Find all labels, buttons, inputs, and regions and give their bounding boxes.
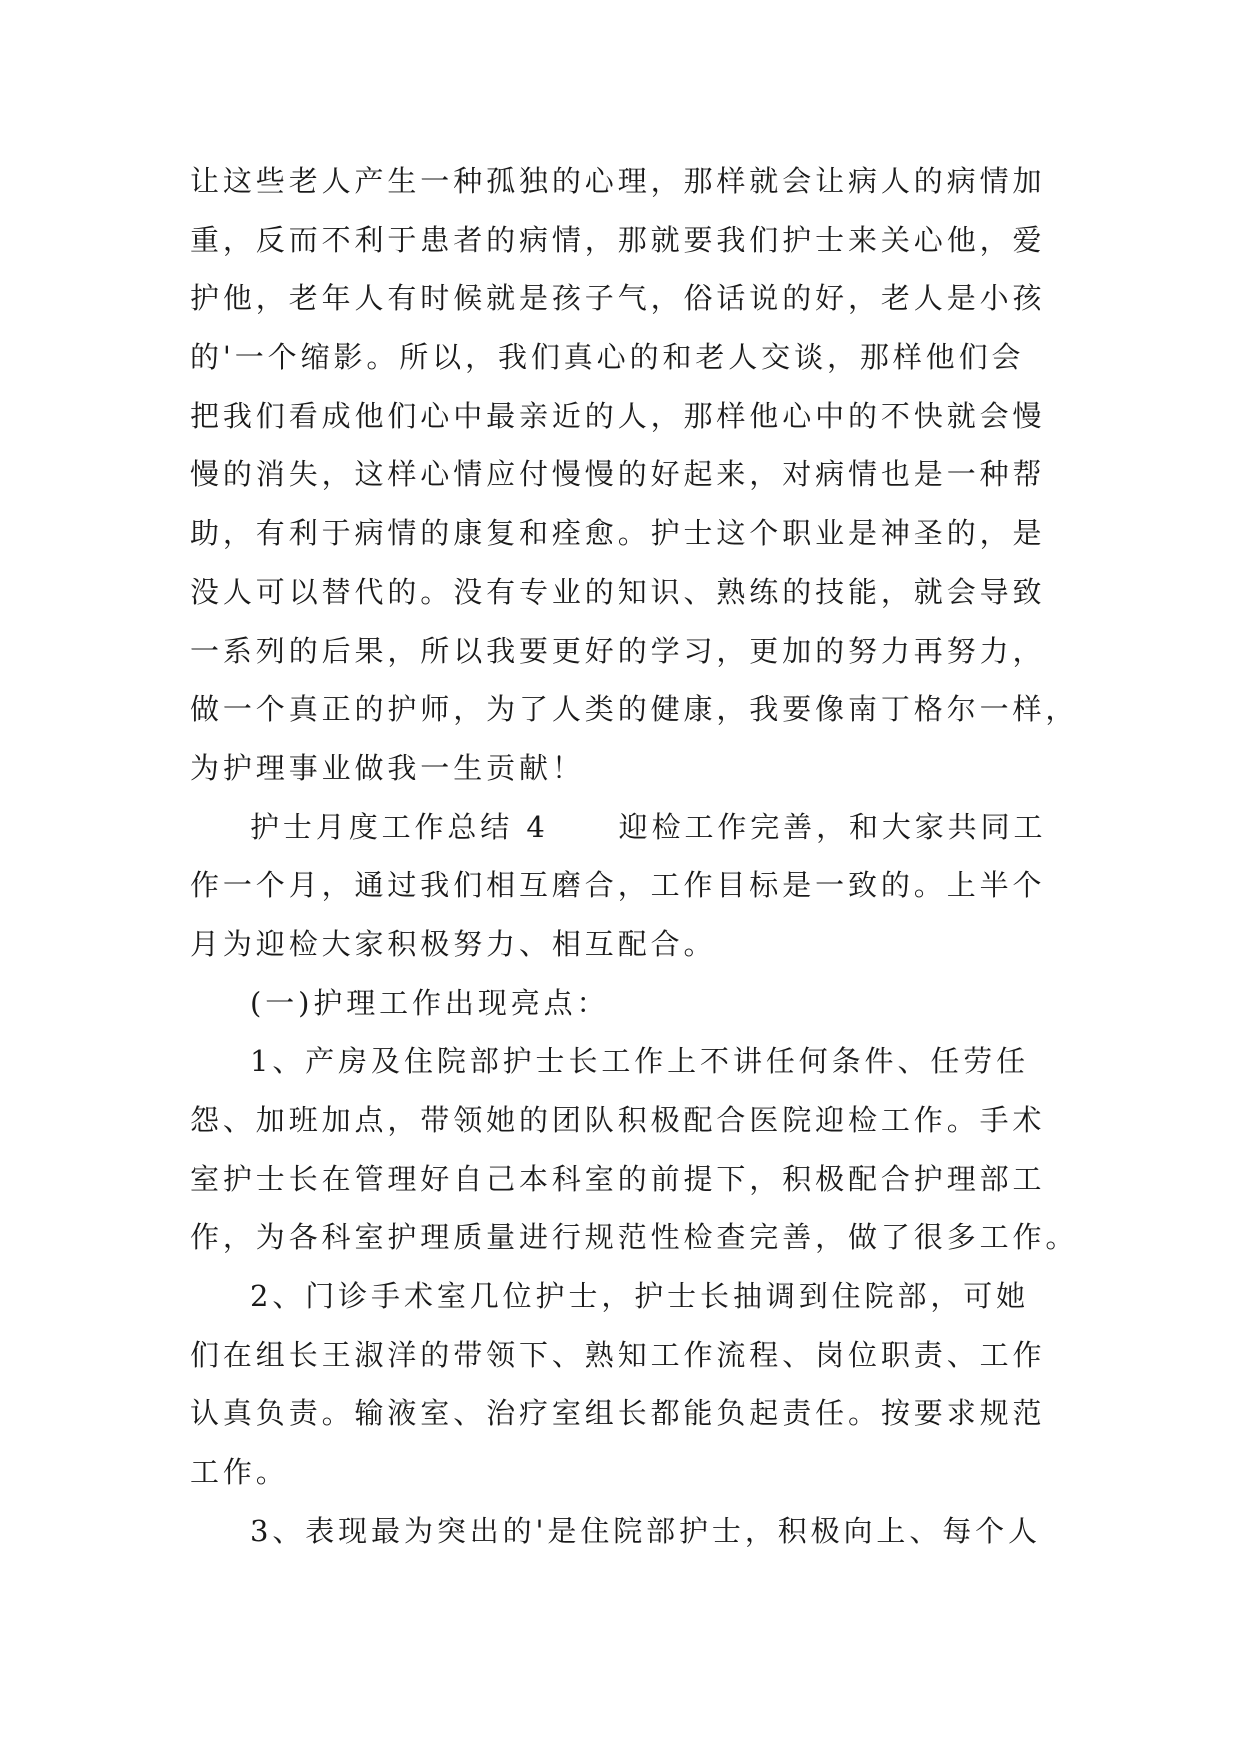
text-line: 2、门诊手术室几位护士，护士长抽调到住院部，可她: [250, 1279, 1030, 1314]
text-line: 为护理事业做我一生贡献！: [190, 750, 585, 785]
text-line: 重，反而不利于患者的病情，那就要我们护士来关心他，爱: [190, 222, 1046, 257]
text-line: 让这些老人产生一种孤独的心理，那样就会让病人的病情加: [190, 164, 1046, 198]
document-body: [190, 152, 1079, 1561]
text-line: 工作。: [190, 1455, 289, 1490]
text-line: 认真负责。输液室、治疗室组长都能负起责任。按要求规范: [190, 1396, 1046, 1431]
subheading: (一)护理工作出现亮点：: [250, 985, 610, 1020]
text-line: [190, 798, 1050, 857]
text-line: 慢的消失，这样心情应付慢慢的好起来，对病情也是一种帮: [190, 457, 1046, 492]
text-line: 作一个月，通过我们相互磨合，工作目标是一致的。上半个: [190, 868, 1046, 903]
text-line: 3、表现最为突出的'是住院部护士，积极向上、每个人: [250, 1513, 1041, 1548]
text-line: 怨、加班加点，带领她的团队积极配合医院迎检工作。手术: [190, 1103, 1046, 1137]
text-line: 没人可以替代的。没有专业的知识、熟练的技能，就会导致: [190, 574, 1046, 609]
text-line: 护他，老年人有时候就是孩子气，俗话说的好，老人是小孩: [190, 281, 1046, 316]
text-line: 的'一个缩影。所以，我们真心的和老人交谈，那样他们会: [190, 340, 1025, 375]
text-line: 一系列的后果，所以我要更好的学习，更加的努力再努力，: [190, 633, 1046, 668]
heading-line-rest: 迎检工作完善，和大家共同工: [618, 809, 1047, 844]
text-line: 助，有利于病情的康复和痊愈。护士这个职业是神圣的，是: [190, 516, 1046, 551]
text-line: 1、产房及住院部护士长工作上不讲任何条件、任劳任: [250, 1044, 1030, 1079]
text-line: 作，为各科室护理质量进行规范性检查完善，做了很多工作。: [190, 1220, 1079, 1255]
text-line: 把我们看成他们心中最亲近的人，那样他心中的不快就会慢: [190, 398, 1046, 433]
text-line: 月为迎检大家积极努力、相互配合。: [190, 926, 717, 961]
text-line: 做一个真正的护师，为了人类的健康，我要像南丁格尔一样，: [190, 692, 1079, 727]
text-line: 们在组长王淑洋的带领下、熟知工作流程、岗位职责、工作: [190, 1337, 1046, 1372]
section-heading: 护士月度工作总结 4: [250, 809, 549, 844]
text-line: 室护士长在管理好自己本科室的前提下，积极配合护理部工: [190, 1161, 1046, 1196]
